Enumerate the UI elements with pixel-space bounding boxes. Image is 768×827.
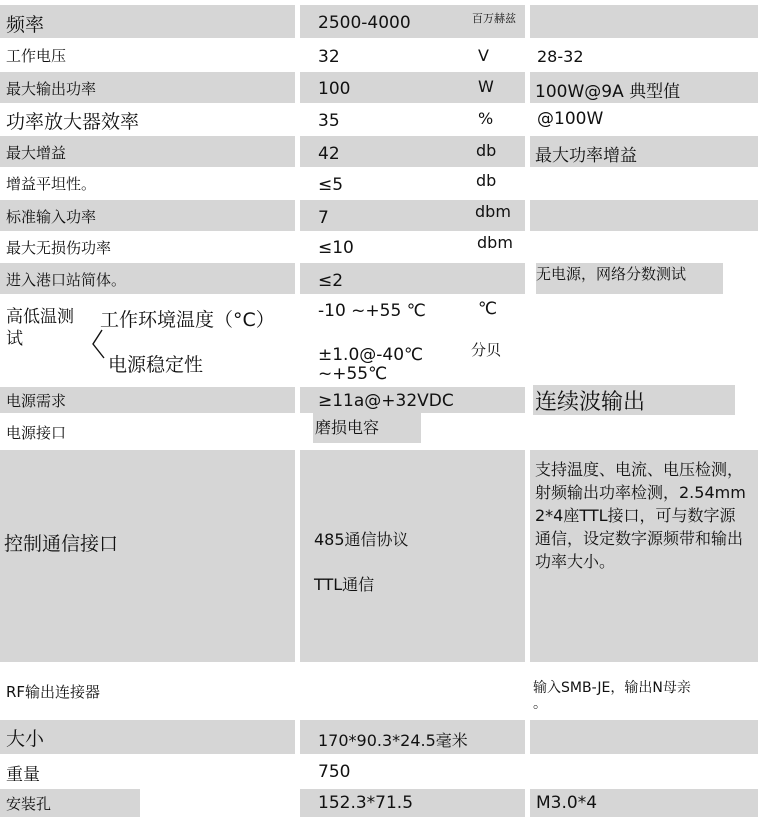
param-label: 频率 bbox=[6, 14, 45, 36]
unit-label: W bbox=[478, 77, 494, 96]
temp-sub-power-stability: 电源稳定性 bbox=[108, 354, 204, 376]
param-label: 最大无损伤功率 bbox=[6, 239, 112, 257]
value-label: 750 bbox=[318, 762, 351, 782]
row-mount-note-cell bbox=[530, 789, 758, 817]
row-max-gain-value-cell bbox=[300, 136, 525, 167]
value-label: 32 bbox=[318, 47, 340, 67]
value-label: ≤2 bbox=[318, 271, 344, 291]
value-label: 170*90.3*24.5毫米 bbox=[318, 731, 468, 750]
param-label: 标准输入功率 bbox=[6, 208, 97, 226]
note-label: 100W@9A 典型值 bbox=[535, 82, 681, 102]
param-label: 控制通信接口 bbox=[4, 533, 119, 555]
temp-param-label-2: 试 bbox=[6, 329, 23, 349]
note-label: 支持温度、电流、电压检测，射频输出功率检测，2.54mm 2*4座TTL接口，可与数字源通信，设定数字源频带和输出功率大小。 bbox=[535, 460, 746, 571]
value-label: 100 bbox=[318, 79, 351, 99]
row-power-req-note-cell bbox=[533, 385, 735, 415]
row-control-note-cell bbox=[530, 450, 758, 662]
value-label: 485通信协议 bbox=[314, 530, 409, 549]
row-frequency-value-cell bbox=[300, 5, 525, 38]
param-label: RF输出连接器 bbox=[6, 683, 101, 701]
note-label: 28-32 bbox=[537, 47, 584, 66]
note-label: @100W bbox=[537, 109, 604, 129]
row-max-output-note-cell bbox=[530, 72, 758, 103]
row-size-value-cell bbox=[300, 720, 525, 754]
bracket-icon bbox=[90, 328, 110, 368]
row-port-value-cell bbox=[300, 263, 525, 294]
note-label: 无电源，网络分数测试 bbox=[536, 265, 687, 283]
row-frequency-note-cell bbox=[530, 5, 758, 38]
row-power-if-value-cell bbox=[313, 413, 421, 443]
row-power-req-param-cell bbox=[0, 387, 295, 413]
param-label: 工作电压 bbox=[6, 47, 67, 65]
row-max-output-value-cell bbox=[300, 72, 525, 103]
row-std-input-note-cell bbox=[530, 200, 758, 231]
param-label: 进入港口站简体。 bbox=[6, 271, 127, 289]
temp-value-stability: ±1.0@-40℃ bbox=[318, 345, 424, 365]
unit-label: db bbox=[476, 141, 497, 160]
row-max-output-param-cell bbox=[0, 72, 295, 103]
row-mount-param-cell bbox=[0, 789, 140, 817]
row-std-input-param-cell bbox=[0, 200, 295, 231]
value-label: ≤5 bbox=[318, 175, 344, 195]
temp-value-stability-2: ~+55℃ bbox=[318, 364, 388, 384]
row-frequency-param-cell bbox=[0, 5, 295, 38]
param-label: 电源接口 bbox=[6, 424, 67, 442]
param-label: 最大输出功率 bbox=[6, 80, 97, 98]
temp-unit-operating: ℃ bbox=[478, 299, 498, 319]
note-label: 连续波输出 bbox=[535, 390, 646, 415]
unit-label: % bbox=[478, 109, 494, 128]
unit-label: dbm bbox=[475, 202, 511, 221]
param-label: 电源需求 bbox=[6, 392, 67, 410]
param-label: 最大增益 bbox=[6, 144, 67, 162]
param-label: 安装孔 bbox=[6, 795, 52, 813]
row-size-note-cell bbox=[530, 720, 758, 754]
row-control-param-cell bbox=[0, 450, 295, 662]
unit-label: V bbox=[478, 46, 489, 65]
value-label: 152.3*71.5 bbox=[318, 793, 414, 813]
unit-label: 百万赫兹 bbox=[472, 12, 516, 25]
row-power-req-value-cell bbox=[300, 387, 525, 413]
row-port-note-cell bbox=[536, 263, 723, 294]
temp-sub-operating: 工作环境温度（°C） bbox=[100, 309, 275, 331]
unit-label: db bbox=[476, 171, 497, 190]
temp-unit-stability: 分贝 bbox=[471, 341, 502, 359]
note-label-2: 。 bbox=[533, 696, 547, 712]
value-label: ≥11a@+32VDC bbox=[318, 391, 454, 411]
param-label: 增益平坦性。 bbox=[6, 175, 97, 193]
temp-value-operating: -10 ~+55 ℃ bbox=[318, 301, 426, 321]
param-label: 功率放大器效率 bbox=[6, 111, 140, 133]
note-label: M3.0*4 bbox=[536, 793, 598, 813]
value-label: 35 bbox=[318, 111, 340, 131]
unit-label: dbm bbox=[477, 233, 513, 252]
row-port-param-cell bbox=[0, 263, 295, 294]
value-label: 磨损电容 bbox=[315, 418, 380, 437]
value-label: 2500-4000 bbox=[318, 13, 411, 33]
row-std-input-value-cell bbox=[300, 200, 525, 231]
row-size-param-cell bbox=[0, 720, 295, 754]
row-max-gain-note-cell bbox=[530, 136, 758, 167]
row-max-gain-param-cell bbox=[0, 136, 295, 167]
temp-param-label: 高低温测 bbox=[6, 307, 74, 327]
row-control-value-cell bbox=[300, 450, 525, 662]
row-mount-value-cell bbox=[300, 789, 525, 817]
value-label: 42 bbox=[318, 144, 340, 164]
value-label: ≤10 bbox=[318, 238, 354, 258]
value-label: 7 bbox=[318, 208, 329, 228]
note-label: 最大功率增益 bbox=[535, 146, 637, 166]
value-label-2: TTL通信 bbox=[314, 575, 375, 594]
param-label: 大小 bbox=[6, 728, 45, 750]
note-label: 输入SMB-JE，输出N母亲 bbox=[533, 680, 691, 696]
param-label: 重量 bbox=[6, 765, 40, 785]
